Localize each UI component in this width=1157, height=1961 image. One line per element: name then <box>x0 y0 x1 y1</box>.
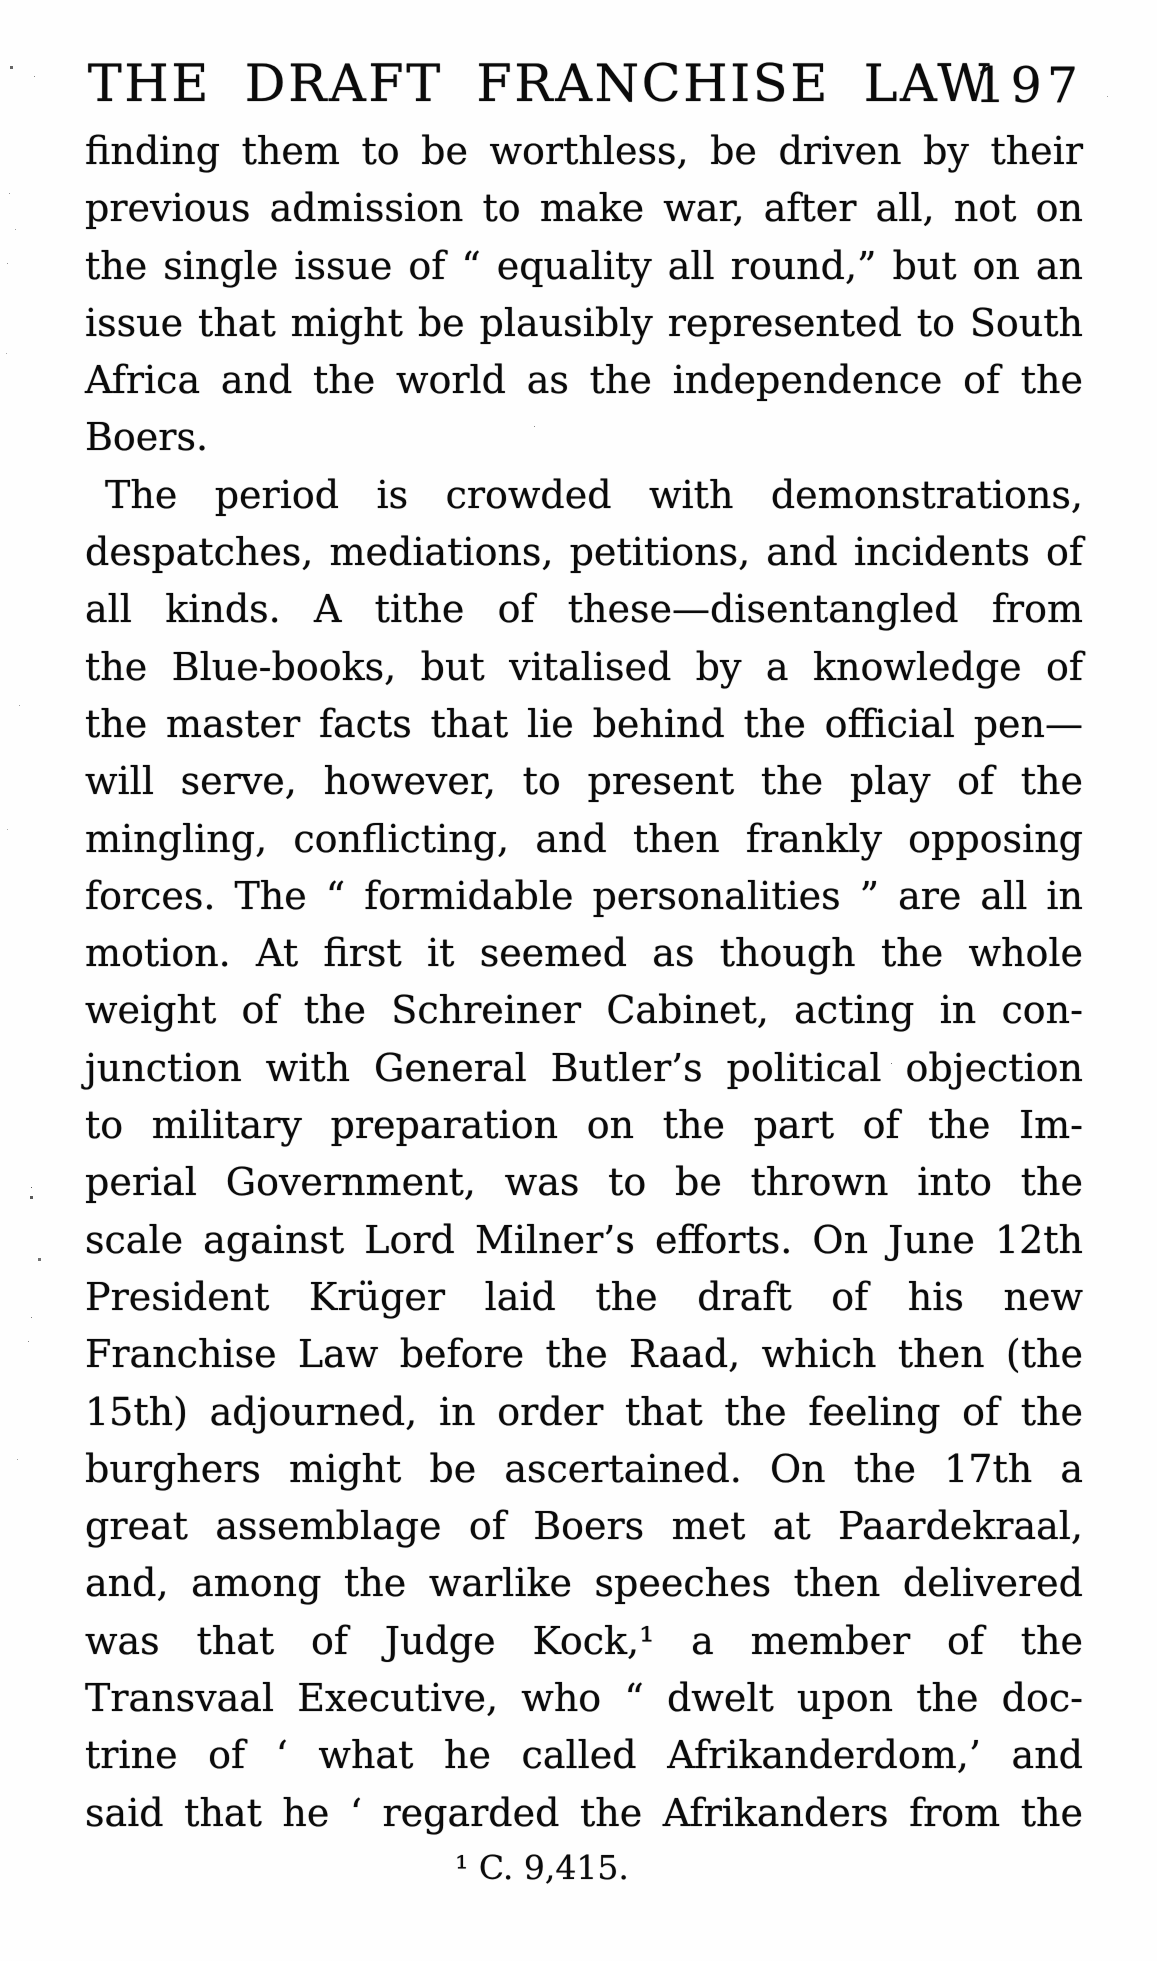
text-line: will serve, however, to present the play of the <box>85 759 1083 804</box>
text-line: to military preparation on the part of the Im- <box>85 1103 1083 1148</box>
footnote-text: ¹ C. 9,415. <box>455 1848 629 1887</box>
text-line: finding them to be worthless, be driven by their <box>85 129 1083 173</box>
text-line: issue that might be plausibly represented to South <box>85 300 1083 345</box>
text-line: great assemblage of Boers met at Paardekraal, <box>85 1504 1083 1549</box>
body-text <box>85 123 1083 1842</box>
text-line: and, among the warlike speeches then delivered <box>85 1561 1083 1606</box>
text-line: burghers might be ascertained. On the 17th a <box>85 1446 1083 1491</box>
page-number: 197 <box>974 57 1083 114</box>
text-line: weight of the Schreiner Cabinet, acting in con- <box>85 988 1083 1033</box>
text-line: perial Government, was to be thrown into the <box>85 1160 1083 1205</box>
text-line: junction with General Butler’s political objection <box>85 1045 1083 1090</box>
text-line: the master facts that lie behind the official pen— <box>85 701 1083 746</box>
page-title: THE DRAFT FRANCHISE LAW <box>87 55 993 114</box>
text-line: the single issue of “ equality all round,” but on an <box>85 243 1083 288</box>
footnote <box>43 1848 1041 1887</box>
text-line: motion. At first it seemed as though the whole <box>85 931 1083 976</box>
scan-artifacts <box>0 0 3 3</box>
text-line: 15th) adjourned, in order that the feeling of the <box>85 1389 1083 1434</box>
text-line: mingling, conflicting, and then frankly opposing <box>85 816 1083 861</box>
text-line: said that he ‘ regarded the Afrikanders from the <box>85 1790 1083 1835</box>
text-line: previous admission to make war, after all, not on <box>85 186 1083 231</box>
text-line: despatches, mediations, petitions, and incidents of <box>85 530 1083 575</box>
text-line: was that of Judge Kock,¹ a member of the <box>85 1618 1083 1663</box>
text-line: forces. The “ formidable personalities ” are all in <box>85 873 1083 918</box>
text-line: President Krüger laid the draft of his new <box>85 1274 1083 1319</box>
text-line: Boers. <box>85 415 209 460</box>
text-line: Transvaal Executive, who “ dwelt upon the doc- <box>85 1676 1083 1721</box>
running-head <box>85 55 1083 116</box>
text-line: Franchise Law before the Raad, which then (the <box>85 1332 1083 1377</box>
text-line: Africa and the world as the independence of the <box>85 358 1083 403</box>
text-line: trine of ‘ what he called Afrikanderdom,’ and <box>85 1733 1083 1778</box>
text-line: the Blue-books, but vitalised by a knowledge of <box>85 644 1083 689</box>
text-line: all kinds. A tithe of these—disentangled from <box>85 587 1083 632</box>
text-line: scale against Lord Milner’s efforts. On June 12th <box>85 1217 1083 1262</box>
text-line: The period is crowded with demonstrations, <box>105 472 1083 517</box>
